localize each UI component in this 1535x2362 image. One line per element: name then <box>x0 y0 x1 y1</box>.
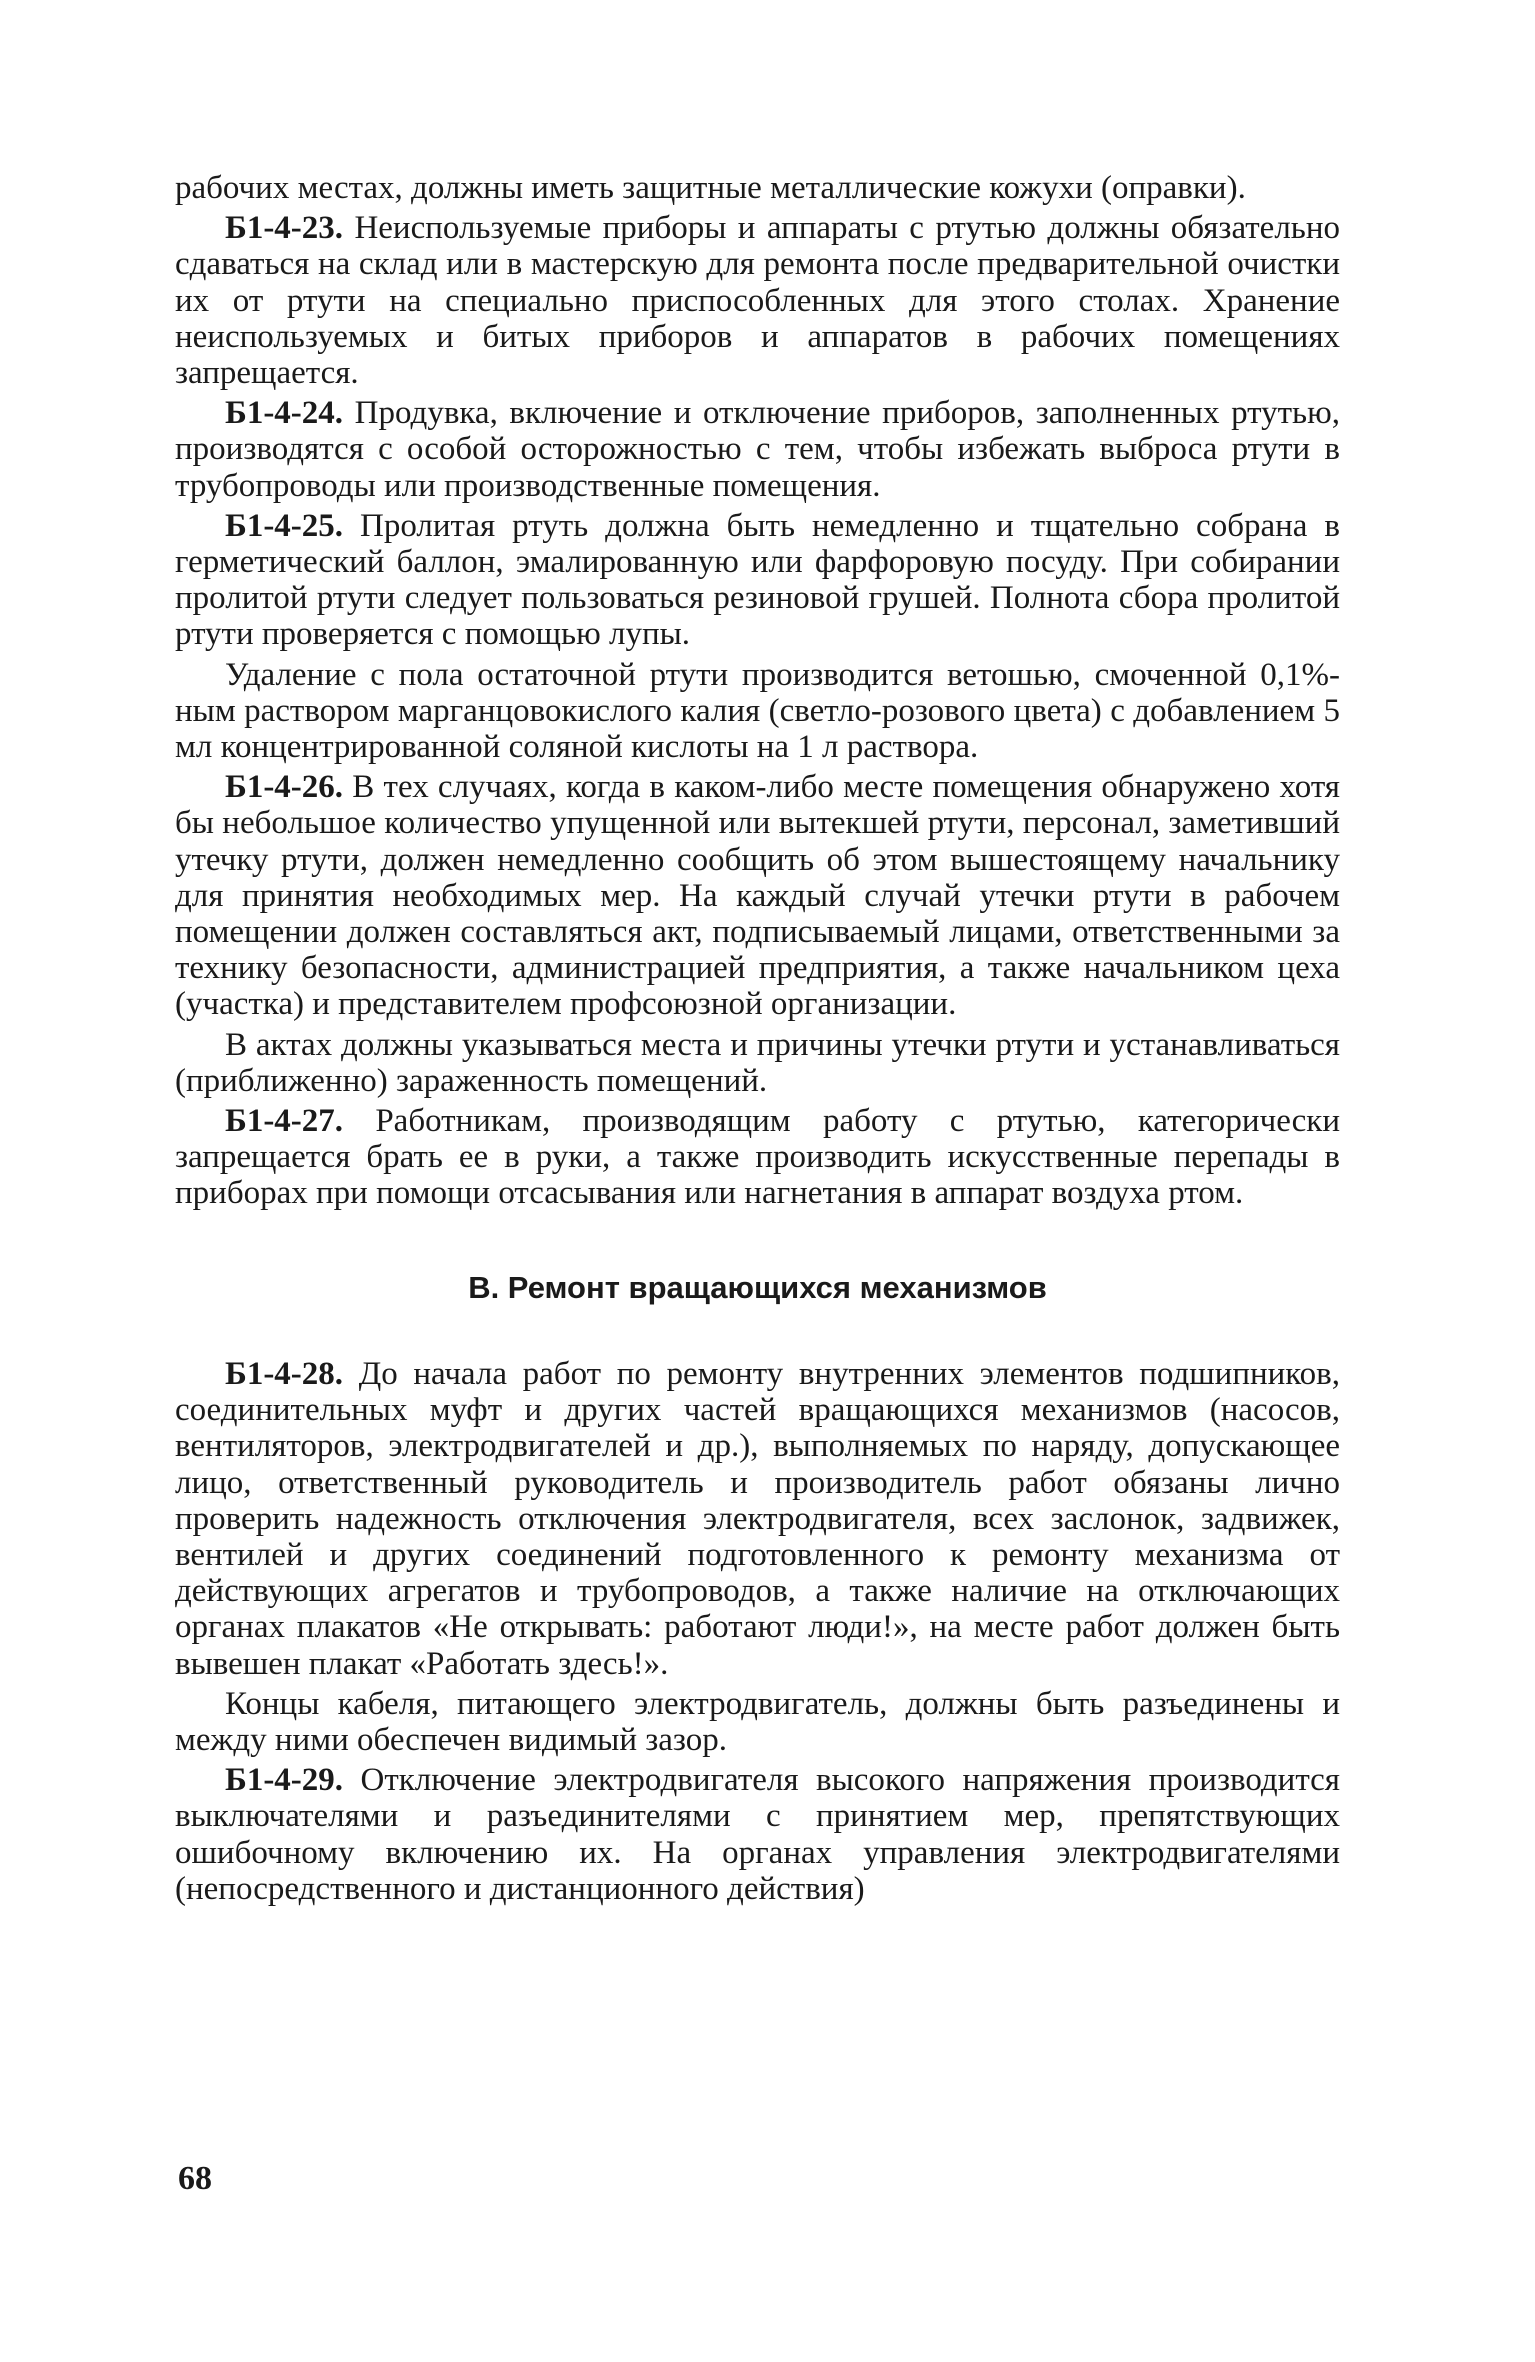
clause-b1-4-23 <box>175 210 1340 391</box>
clause-text: До начала работ по ремонту внутренних элементов подшипников, соединительных муфт и других частей вращающихся механизмов (насосов, вентиляторов, электродвигателей и др.), выполняемых по наряду, допускающее лицо, ответственный руководитель и производитель работ обязаны лично проверить надежность отключения электродвигателя, всех заслонок, задвижек, вентилей и других соединений подготовленного к ремонту механизма от действующих агрегатов и трубопроводов, а также наличие на отключающих органах плакатов «Не открывать: работают люди!», на месте работ должен быть вывешен плакат «Работать здесь!». <box>175 1355 1340 1682</box>
clause-b1-4-26 <box>175 769 1340 1022</box>
paragraph-mercury-removal: Удаление с пола остаточной ртути производится ветошью, смоченной 0,1%-ным раствором марганцовокислого калия (светло-розового цвета) с добавлением 5 мл концентрированной соляной кислоты на 1 л раствора. <box>175 656 1340 766</box>
clause-text: Работникам, производящим работу с ртутью, категорически запрещается брать ее в руки, а также производить искусственные перепады в приборах при помощи отсасывания или нагнетания в аппарат воздуха ртом. <box>175 1103 1340 1212</box>
paragraph-cable-ends: Концы кабеля, питающего электродвигатель, должны быть разъединены и между ними обеспечен видимый зазор. <box>175 1685 1340 1758</box>
page-body <box>175 170 1340 1907</box>
clause-number: Б1-4-28. <box>225 1355 344 1392</box>
clause-number: Б1-4-24. <box>225 395 344 432</box>
clause-text: Пролитая ртуть должна быть немедленно и тщательно собрана в герметический баллон, эмалированную или фарфоровую посуду. При собирании пролитой ртути следует пользоваться резиновой грушей. Полнота сбора пролитой ртути проверяется с помощью лупы. <box>175 507 1340 653</box>
page-number: 68 <box>178 2160 212 2197</box>
clause-number: Б1-4-25. <box>225 507 344 544</box>
clause-number: Б1-4-23. <box>225 210 344 247</box>
clause-b1-4-28 <box>175 1356 1340 1682</box>
clause-text: Продувка, включение и отключение приборов, заполненных ртутью, производятся с особой осторожностью с тем, чтобы избежать выброса ртути в трубопроводы или производственные помещения. <box>175 395 1340 504</box>
clause-b1-4-27 <box>175 1103 1340 1212</box>
clause-number: Б1-4-27. <box>225 1103 344 1140</box>
paragraph-continuation: рабочих местах, должны иметь защитные металлические кожухи (оправки). <box>175 170 1246 206</box>
paragraph-acts: В актах должны указываться места и причины утечки ртути и устанавливаться (приближенно) зараженность помещений. <box>175 1026 1340 1099</box>
section-heading: В. Ремонт вращающихся механизмов <box>468 1269 1047 1305</box>
clause-b1-4-24 <box>175 395 1340 504</box>
clause-number: Б1-4-26. <box>225 769 344 806</box>
clause-text: Неиспользуемые приборы и аппараты с ртутью должны обязательно сдаваться на склад или в мастерскую для ремонта после предварительной очистки их от ртути на специально приспособленных для этого столах. Хранение неиспользуемых и битых приборов и аппаратов в рабочих помещениях запрещается. <box>175 210 1340 392</box>
clause-text: Отключение электродвигателя высокого напряжения производится выключателями и разъединителями с принятием мер, препятствующих ошибочному включению их. На органах управления электродвигателями (непосредственного и дистанционного действия) <box>175 1762 1340 1907</box>
clause-number: Б1-4-29. <box>225 1762 344 1799</box>
clause-text: В тех случаях, когда в каком-либо месте помещения обнаружено хотя бы небольшое количество упущенной или вытекшей ртути, персонал, заметивший утечку ртути, должен немедленно сообщить об этом вышестоящему начальнику для принятия необходимых мер. На каждый случай утечки ртути в рабочем помещении должен составляться акт, подписываемый лицами, ответственными за технику безопасности, администрацией предприятия, а также начальником цеха (участка) и представителем профсоюзной организации. <box>175 769 1340 1023</box>
clause-b1-4-29 <box>175 1762 1340 1907</box>
clause-b1-4-25 <box>175 508 1340 653</box>
